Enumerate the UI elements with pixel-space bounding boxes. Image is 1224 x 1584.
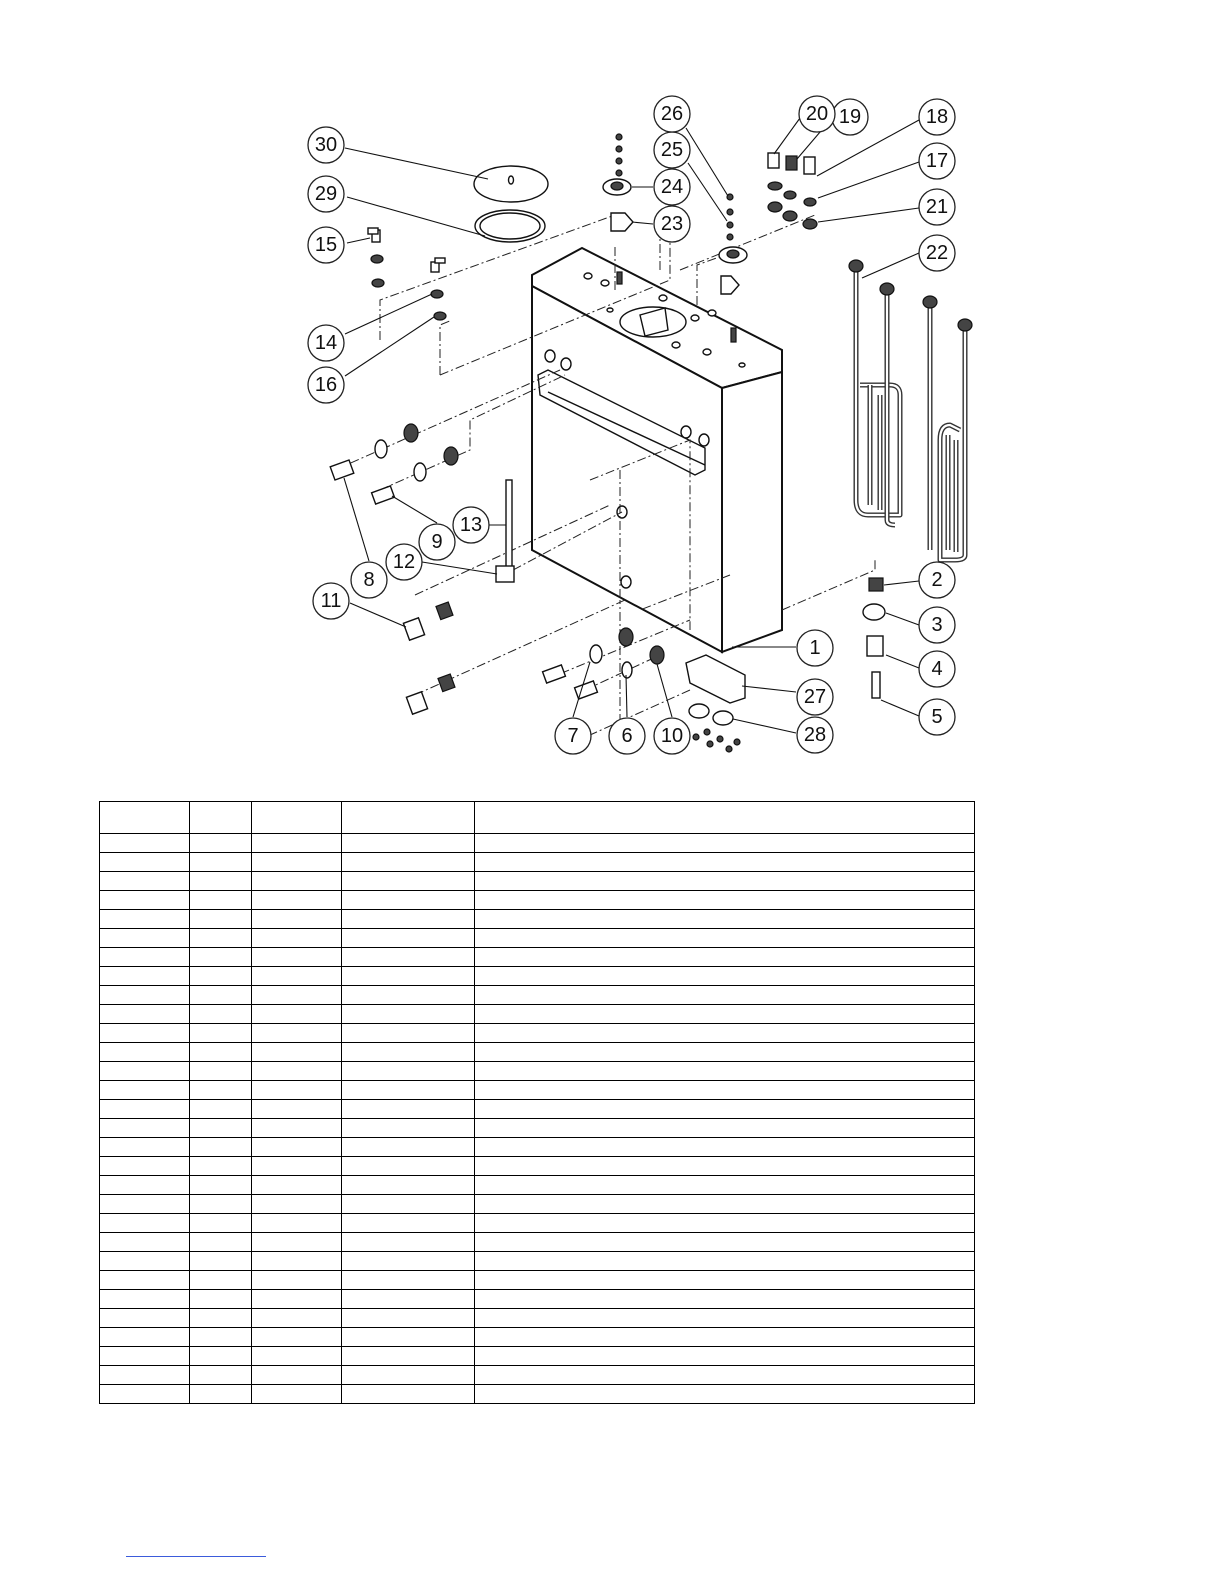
table-cell xyxy=(342,1081,475,1100)
svg-text:27: 27 xyxy=(803,686,827,708)
table-cell xyxy=(252,1252,342,1271)
svg-text:14: 14 xyxy=(314,332,338,354)
table-cell xyxy=(100,1271,190,1290)
table-row xyxy=(100,1081,975,1100)
table-cell xyxy=(475,1366,975,1385)
table-cell xyxy=(252,1385,342,1404)
table-cell xyxy=(342,910,475,929)
table-cell xyxy=(252,1138,342,1157)
table-cell xyxy=(100,872,190,891)
table-cell xyxy=(100,1043,190,1062)
table-cell xyxy=(190,853,252,872)
table-cell xyxy=(100,1005,190,1024)
callout-17 xyxy=(919,143,955,179)
callout-16 xyxy=(308,367,344,403)
callout-5 xyxy=(919,699,955,735)
fittings-top-left xyxy=(368,228,446,320)
table-row xyxy=(100,929,975,948)
table-cell xyxy=(190,1328,252,1347)
table-cell xyxy=(252,1081,342,1100)
svg-text:21: 21 xyxy=(925,196,949,218)
table-cell xyxy=(252,1290,342,1309)
table-cell xyxy=(100,1081,190,1100)
table-cell xyxy=(190,929,252,948)
table-cell xyxy=(100,1100,190,1119)
table-cell xyxy=(190,891,252,910)
callout-26 xyxy=(654,96,690,132)
table-cell xyxy=(190,1100,252,1119)
table-cell xyxy=(100,1252,190,1271)
table-cell xyxy=(475,929,975,948)
table-cell xyxy=(190,948,252,967)
table-row xyxy=(100,910,975,929)
table-cell xyxy=(342,1043,475,1062)
callout-28 xyxy=(797,717,833,753)
table-cell xyxy=(100,1214,190,1233)
callout-9 xyxy=(419,524,455,560)
svg-text:15: 15 xyxy=(314,234,338,256)
callout-22 xyxy=(919,235,955,271)
svg-text:4: 4 xyxy=(931,658,943,680)
table-header-cell xyxy=(190,802,252,834)
table-cell xyxy=(342,1138,475,1157)
table-cell xyxy=(190,1024,252,1043)
table-cell xyxy=(100,1176,190,1195)
callout-3 xyxy=(919,607,955,643)
table-cell xyxy=(475,1328,975,1347)
table-cell xyxy=(475,1290,975,1309)
table-cell xyxy=(252,986,342,1005)
parts-list-table xyxy=(99,801,975,1404)
parts-list-body xyxy=(100,802,975,1404)
callout-6 xyxy=(609,718,645,754)
table-cell xyxy=(342,1271,475,1290)
table-cell xyxy=(100,891,190,910)
svg-text:11: 11 xyxy=(320,590,342,612)
table-cell xyxy=(342,1005,475,1024)
svg-text:19: 19 xyxy=(838,106,862,128)
table-cell xyxy=(342,1385,475,1404)
table-row xyxy=(100,1195,975,1214)
table-cell xyxy=(190,986,252,1005)
table-cell xyxy=(190,1347,252,1366)
table-cell xyxy=(190,1081,252,1100)
callout-13 xyxy=(453,507,489,543)
table-cell xyxy=(342,1366,475,1385)
table-header-cell xyxy=(475,802,975,834)
table-cell xyxy=(100,1309,190,1328)
table-cell xyxy=(252,1005,342,1024)
svg-text:25: 25 xyxy=(660,139,684,161)
table-cell xyxy=(252,1347,342,1366)
table-cell xyxy=(342,1176,475,1195)
table-cell xyxy=(252,872,342,891)
table-cell xyxy=(252,1366,342,1385)
table-cell xyxy=(475,986,975,1005)
table-cell xyxy=(475,1309,975,1328)
svg-text:23: 23 xyxy=(660,213,684,235)
callout-15 xyxy=(308,227,344,263)
table-cell xyxy=(475,967,975,986)
table-cell xyxy=(475,1005,975,1024)
table-cell xyxy=(190,1043,252,1062)
svg-text:13: 13 xyxy=(459,514,483,536)
svg-text:10: 10 xyxy=(660,725,684,747)
table-cell xyxy=(342,872,475,891)
table-cell xyxy=(252,1043,342,1062)
table-cell xyxy=(342,1252,475,1271)
table-cell xyxy=(342,1119,475,1138)
table-cell xyxy=(190,910,252,929)
table-cell xyxy=(100,1157,190,1176)
table-cell xyxy=(100,1119,190,1138)
callout-21 xyxy=(919,189,955,225)
table-cell xyxy=(475,1138,975,1157)
table-cell xyxy=(100,1366,190,1385)
table-cell xyxy=(252,853,342,872)
table-cell xyxy=(252,929,342,948)
table-cell xyxy=(475,910,975,929)
table-cell xyxy=(342,1100,475,1119)
table-row xyxy=(100,1062,975,1081)
svg-text:9: 9 xyxy=(431,531,443,553)
table-row xyxy=(100,1119,975,1138)
bracket-and-feet xyxy=(686,655,745,752)
callout-25 xyxy=(654,132,690,168)
svg-text:30: 30 xyxy=(314,134,338,156)
table-cell xyxy=(190,967,252,986)
table-row xyxy=(100,1100,975,1119)
table-cell xyxy=(475,1024,975,1043)
table-cell xyxy=(342,853,475,872)
table-cell xyxy=(252,1119,342,1138)
table-cell xyxy=(100,1290,190,1309)
table-cell xyxy=(475,1081,975,1100)
table-row xyxy=(100,1366,975,1385)
callout-30 xyxy=(308,127,344,163)
table-cell xyxy=(252,1328,342,1347)
table-cell xyxy=(252,1024,342,1043)
svg-text:5: 5 xyxy=(931,706,943,728)
table-cell xyxy=(190,1290,252,1309)
callout-24 xyxy=(654,169,690,205)
table-cell xyxy=(190,1157,252,1176)
table-row xyxy=(100,1043,975,1062)
table-row xyxy=(100,1328,975,1347)
table-cell xyxy=(252,1176,342,1195)
table-cell xyxy=(475,1100,975,1119)
table-row xyxy=(100,1309,975,1328)
table-cell xyxy=(100,929,190,948)
table-cell xyxy=(252,967,342,986)
table-row xyxy=(100,1214,975,1233)
table-row xyxy=(100,1138,975,1157)
table-cell xyxy=(252,891,342,910)
table-cell xyxy=(475,948,975,967)
table-cell xyxy=(342,1309,475,1328)
footer-link[interactable] xyxy=(126,1556,266,1557)
table-cell xyxy=(475,1214,975,1233)
table-row xyxy=(100,1005,975,1024)
table-cell xyxy=(342,1328,475,1347)
table-cell xyxy=(475,872,975,891)
table-row xyxy=(100,1271,975,1290)
table-cell xyxy=(190,1214,252,1233)
table-cell xyxy=(475,1385,975,1404)
svg-text:3: 3 xyxy=(931,614,943,636)
table-cell xyxy=(475,891,975,910)
table-cell xyxy=(475,1252,975,1271)
table-header-cell xyxy=(342,802,475,834)
table-cell xyxy=(190,1195,252,1214)
table-cell xyxy=(252,1100,342,1119)
callout-10 xyxy=(654,718,690,754)
callout-18 xyxy=(919,99,955,135)
svg-text:29: 29 xyxy=(314,183,338,205)
table-cell xyxy=(342,834,475,853)
callout-8 xyxy=(351,562,387,598)
svg-text:28: 28 xyxy=(803,724,827,746)
table-cell xyxy=(190,1138,252,1157)
svg-text:17: 17 xyxy=(925,150,949,172)
table-cell xyxy=(252,948,342,967)
table-cell xyxy=(100,948,190,967)
svg-text:24: 24 xyxy=(660,176,684,198)
svg-text:18: 18 xyxy=(925,106,949,128)
table-cell xyxy=(342,1347,475,1366)
table-cell xyxy=(342,1214,475,1233)
table-cell xyxy=(475,1157,975,1176)
table-cell xyxy=(475,1233,975,1252)
table-cell xyxy=(252,1271,342,1290)
table-cell xyxy=(100,1024,190,1043)
table-cell xyxy=(252,1157,342,1176)
callout-2 xyxy=(919,562,955,598)
callout-14 xyxy=(308,325,344,361)
table-cell xyxy=(252,1309,342,1328)
table-cell xyxy=(342,1233,475,1252)
table-cell xyxy=(100,1062,190,1081)
table-cell xyxy=(252,1233,342,1252)
table-cell xyxy=(100,834,190,853)
table-cell xyxy=(252,1062,342,1081)
table-cell xyxy=(190,1366,252,1385)
table-cell xyxy=(100,967,190,986)
table-cell xyxy=(475,1043,975,1062)
table-cell xyxy=(342,948,475,967)
table-cell xyxy=(190,1385,252,1404)
table-cell xyxy=(342,1024,475,1043)
tank-body xyxy=(532,248,782,652)
table-cell xyxy=(342,967,475,986)
table-cell xyxy=(190,1252,252,1271)
table-cell xyxy=(100,1385,190,1404)
table-cell xyxy=(190,872,252,891)
callout-20 xyxy=(799,96,835,132)
svg-text:7: 7 xyxy=(567,725,579,747)
svg-text:16: 16 xyxy=(314,374,338,396)
table-cell xyxy=(100,1328,190,1347)
table-row xyxy=(100,1176,975,1195)
table-row xyxy=(100,872,975,891)
table-cell xyxy=(475,1176,975,1195)
table-cell xyxy=(100,1233,190,1252)
table-cell xyxy=(190,1176,252,1195)
table-cell xyxy=(190,1005,252,1024)
callout-29 xyxy=(308,176,344,212)
table-cell xyxy=(190,1309,252,1328)
table-row xyxy=(100,1024,975,1043)
table-cell xyxy=(342,891,475,910)
callout-7 xyxy=(555,718,591,754)
lid-and-gasket xyxy=(474,166,548,242)
table-cell xyxy=(190,834,252,853)
table-cell xyxy=(100,853,190,872)
table-cell xyxy=(252,1195,342,1214)
table-header-cell xyxy=(252,802,342,834)
table-cell xyxy=(190,1233,252,1252)
table-cell xyxy=(100,986,190,1005)
table-cell xyxy=(342,1062,475,1081)
table-row xyxy=(100,1233,975,1252)
svg-text:26: 26 xyxy=(660,103,684,125)
table-cell xyxy=(190,1062,252,1081)
svg-text:2: 2 xyxy=(931,569,943,591)
callout-4 xyxy=(919,651,955,687)
table-cell xyxy=(342,986,475,1005)
table-cell xyxy=(342,1157,475,1176)
callout-27 xyxy=(797,679,833,715)
table-row xyxy=(100,948,975,967)
table-row xyxy=(100,853,975,872)
table-header-cell xyxy=(100,802,190,834)
table-row xyxy=(100,1157,975,1176)
table-cell xyxy=(475,853,975,872)
table-cell xyxy=(475,1347,975,1366)
table-cell xyxy=(100,1195,190,1214)
exploded-parts-diagram xyxy=(0,0,1224,790)
table-cell xyxy=(342,1290,475,1309)
heating-elements xyxy=(849,260,972,560)
callout-1 xyxy=(797,630,833,666)
table-row xyxy=(100,986,975,1005)
callout-11 xyxy=(313,583,349,619)
table-row xyxy=(100,1385,975,1404)
table-cell xyxy=(190,1271,252,1290)
table-cell xyxy=(190,1119,252,1138)
svg-text:6: 6 xyxy=(621,725,633,747)
table-cell xyxy=(100,1138,190,1157)
table-cell xyxy=(475,1195,975,1214)
table-cell xyxy=(252,834,342,853)
callout-23 xyxy=(654,206,690,242)
table-cell xyxy=(475,1062,975,1081)
callout-19 xyxy=(832,99,868,135)
table-cell xyxy=(252,910,342,929)
table-row xyxy=(100,1290,975,1309)
table-cell xyxy=(475,834,975,853)
svg-text:12: 12 xyxy=(392,551,416,573)
table-row xyxy=(100,967,975,986)
callout-12 xyxy=(386,544,422,580)
table-cell xyxy=(252,1214,342,1233)
table-cell xyxy=(475,1271,975,1290)
table-cell xyxy=(100,910,190,929)
table-row xyxy=(100,834,975,853)
table-row xyxy=(100,891,975,910)
svg-text:8: 8 xyxy=(363,569,375,591)
table-cell xyxy=(475,1119,975,1138)
table-row xyxy=(100,1347,975,1366)
table-cell xyxy=(100,1347,190,1366)
table-row xyxy=(100,1252,975,1271)
table-header-row xyxy=(100,802,975,834)
svg-text:1: 1 xyxy=(809,637,821,659)
svg-text:20: 20 xyxy=(805,103,829,125)
drain-valve-assembly xyxy=(863,578,885,698)
table-cell xyxy=(342,929,475,948)
svg-text:22: 22 xyxy=(925,242,949,264)
table-cell xyxy=(342,1195,475,1214)
